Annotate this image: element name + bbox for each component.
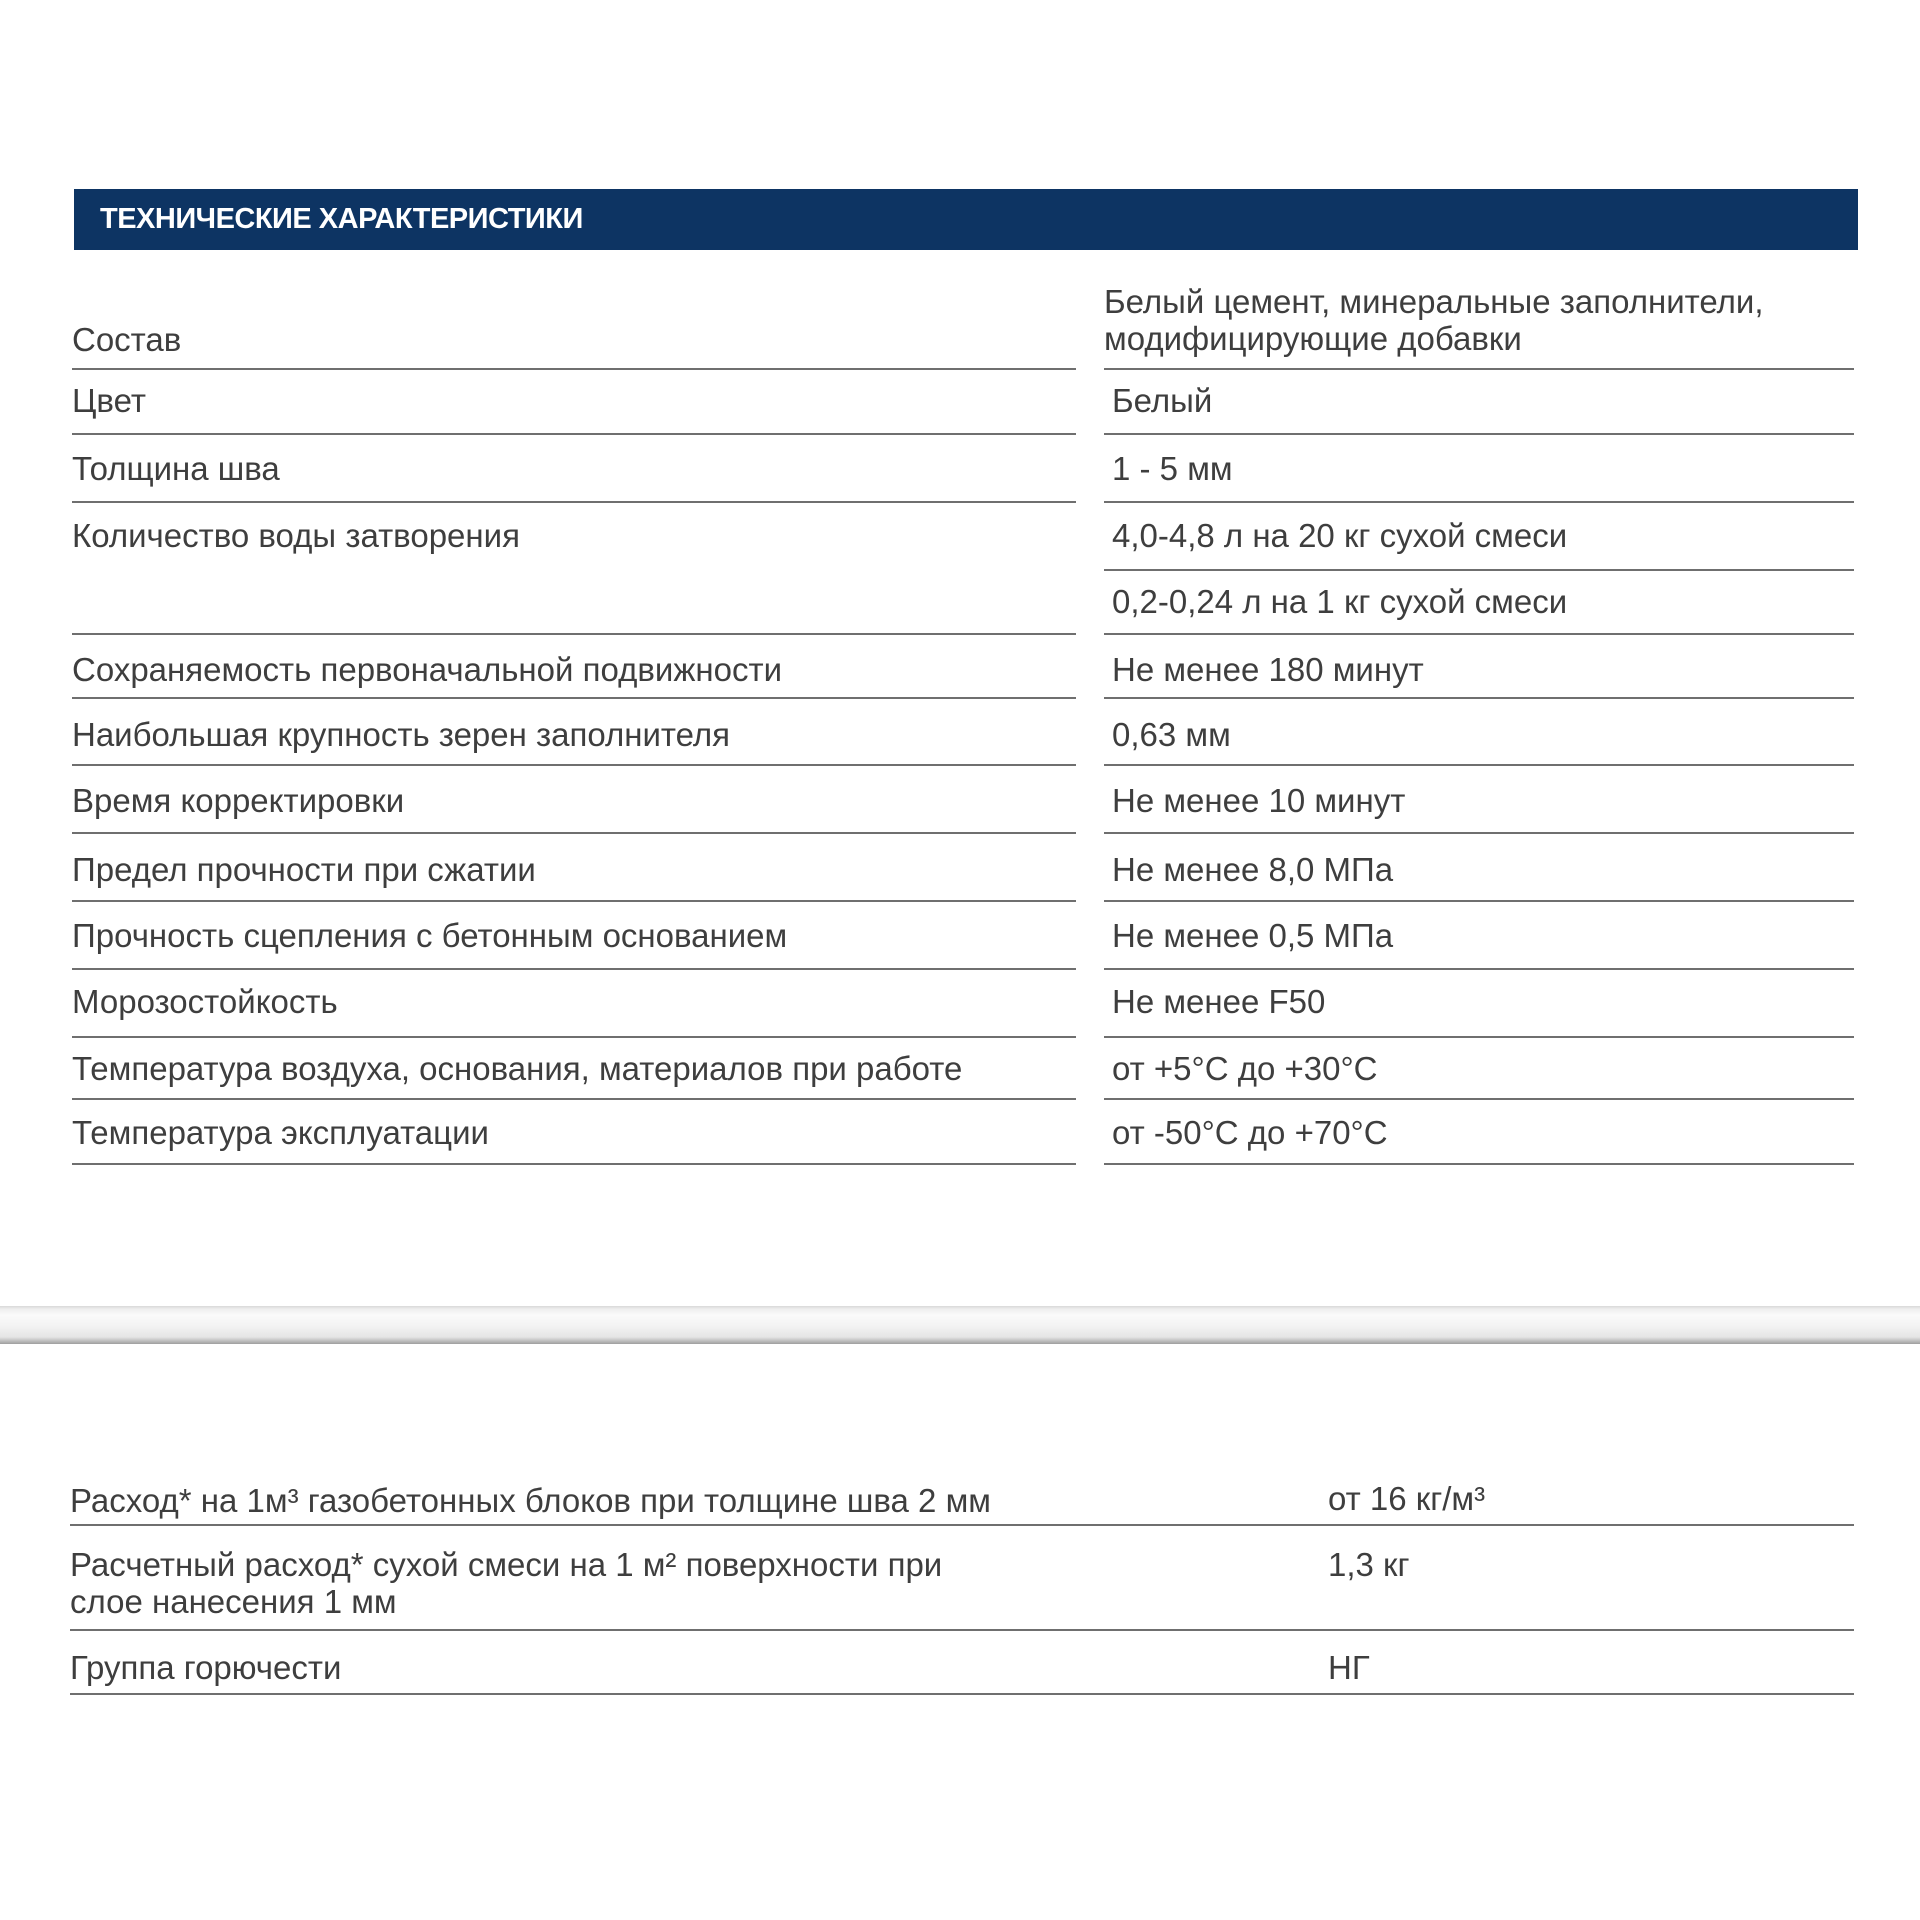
spec-row-color — [72, 370, 1854, 435]
page-separator — [0, 1306, 1920, 1344]
spec-value: 0,2-0,24 л на 1 кг сухой смеси — [1112, 583, 1568, 620]
consumption-value: от 16 кг/м³ — [1328, 1480, 1486, 1517]
spec-value: Белый — [1112, 382, 1213, 419]
spec-name: Сохраняемость первоначальной подвижности — [72, 651, 783, 688]
spec-value: Не менее 10 минут — [1112, 782, 1406, 819]
consumption-row-surface — [72, 1526, 1854, 1631]
spec-row-correction-time — [72, 766, 1854, 834]
spec-value: 1 - 5 мм — [1112, 450, 1233, 487]
spec-row-adhesion-strength — [72, 902, 1854, 970]
consumption-value: 1,3 кг — [1328, 1546, 1410, 1583]
spec-value: Белый цемент, минеральные заполнители, модифицирующие добавки — [1104, 283, 1764, 357]
spec-value: от -50°С до +70°С — [1112, 1114, 1388, 1151]
spec-value: 4,0-4,8 л на 20 кг сухой смеси — [1112, 517, 1568, 554]
spec-name: Время корректировки — [72, 782, 405, 819]
consumption-name: Расчетный расход* сухой смеси на 1 м² поверхности при слое нанесения 1 мм — [70, 1546, 943, 1620]
spec-name: Температура эксплуатации — [72, 1114, 489, 1151]
consumption-name: Расход* на 1м³ газобетонных блоков при толщине шва 2 мм — [70, 1482, 991, 1519]
spec-value: Не менее 0,5 МПа — [1112, 917, 1394, 954]
spec-value: от +5°С до +30°С — [1112, 1050, 1378, 1087]
spec-name: Предел прочности при сжатии — [72, 851, 536, 888]
consumption-row-blocks — [72, 1460, 1854, 1526]
spec-row-joint-thickness — [72, 435, 1854, 503]
spec-value: Не менее 180 минут — [1112, 651, 1424, 688]
spec-name: Наибольшая крупность зерен заполнителя — [72, 716, 731, 753]
spec-value: 0,63 мм — [1112, 716, 1231, 753]
spec-name: Цвет — [72, 382, 146, 419]
spec-name: Толщина шва — [72, 450, 280, 487]
spec-row-composition — [72, 277, 1854, 370]
spec-row-max-grain-size — [72, 699, 1854, 766]
consumption-value: НГ — [1328, 1649, 1370, 1686]
spec-row-mobility-retention — [72, 635, 1854, 699]
spec-row-compressive-strength — [72, 834, 1854, 902]
spec-row-service-temperature — [72, 1100, 1854, 1165]
spec-name: Количество воды затворения — [72, 517, 520, 554]
consumption-row-flammability — [72, 1631, 1854, 1695]
spec-value: Не менее 8,0 МПа — [1112, 851, 1394, 888]
spec-row-work-temperature — [72, 1038, 1854, 1100]
spec-value: Не менее F50 — [1112, 983, 1326, 1020]
spec-name: Морозостойкость — [72, 983, 338, 1020]
spec-name: Состав — [72, 321, 182, 358]
spec-name: Температура воздуха, основания, материалов при работе — [72, 1050, 963, 1087]
spec-row-water-amount — [72, 503, 1854, 635]
consumption-name: Группа горючести — [70, 1649, 342, 1686]
section-title: ТЕХНИЧЕСКИЕ ХАРАКТЕРИСТИКИ — [100, 203, 583, 235]
section-header-technical-specs — [74, 189, 1858, 250]
spec-row-frost-resistance — [72, 970, 1854, 1038]
spec-name: Прочность сцепления с бетонным основанием — [72, 917, 788, 954]
